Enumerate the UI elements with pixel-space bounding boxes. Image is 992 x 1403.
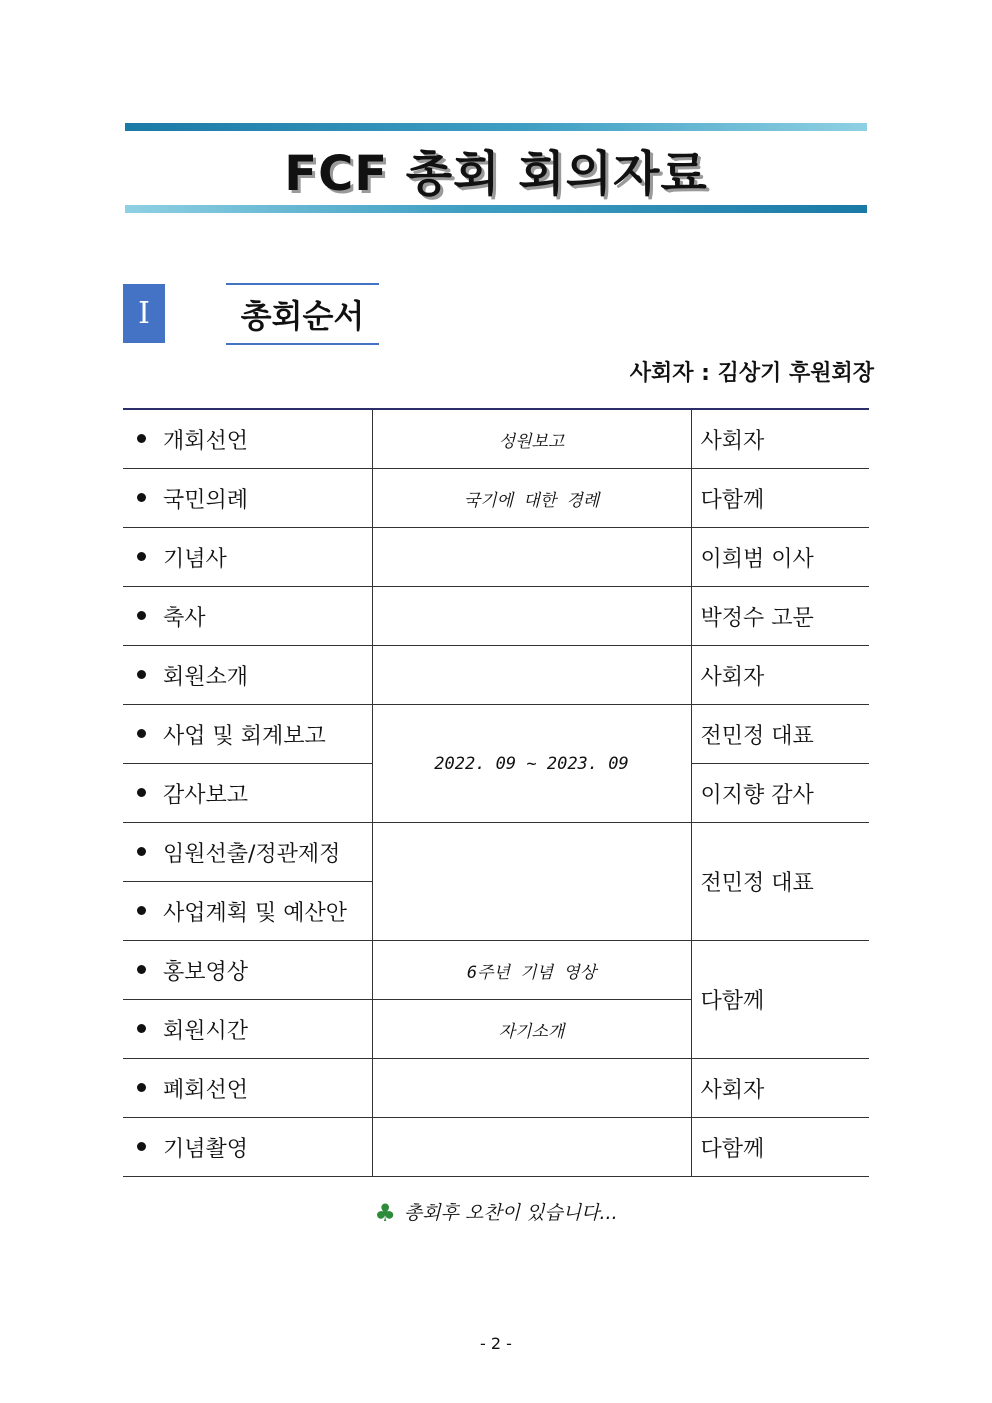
- agenda-person: 전민정 대표: [691, 705, 869, 764]
- agenda-detail: 2022. 09 ~ 2023. 09: [372, 705, 691, 823]
- agenda-item: 사업계획 및 예산안: [123, 882, 372, 941]
- agenda-person: 다함께: [691, 941, 869, 1059]
- agenda-person: 사회자: [691, 409, 869, 469]
- clover-icon: ♣: [374, 1199, 396, 1227]
- agenda-table: [123, 408, 869, 1177]
- agenda-detail: 성원보고: [372, 409, 691, 469]
- lunch-note: [0, 1198, 992, 1227]
- agenda-item: 기념사: [123, 528, 372, 587]
- agenda-detail: [372, 823, 691, 941]
- presenter-line: 사회자 : 김상기 후원회장: [629, 361, 874, 386]
- table-row: [123, 469, 869, 528]
- table-row: [123, 409, 869, 469]
- table-row: [123, 823, 869, 882]
- table-row: [123, 528, 869, 587]
- agenda-item: 홍보영상: [123, 941, 372, 1000]
- section-title: 총회순서: [226, 283, 379, 345]
- agenda-detail: 자기소개: [372, 1000, 691, 1059]
- page-number: - 2 -: [480, 1334, 512, 1353]
- agenda-item: 회원소개: [123, 646, 372, 705]
- agenda-detail: [372, 587, 691, 646]
- agenda-item: 개회선언: [123, 409, 372, 469]
- agenda-detail: [372, 1059, 691, 1118]
- table-row: [123, 1059, 869, 1118]
- agenda-person: 다함께: [691, 1118, 869, 1177]
- agenda-person: 다함께: [691, 469, 869, 528]
- agenda-person: 사회자: [691, 1059, 869, 1118]
- table-row: [123, 941, 869, 1000]
- agenda-person: 이지향 감사: [691, 764, 869, 823]
- table-row: [123, 1118, 869, 1177]
- agenda-person: 전민정 대표: [691, 823, 869, 941]
- title-bar-bottom: [125, 205, 867, 213]
- agenda-detail: 6주년 기념 영상: [372, 941, 691, 1000]
- agenda-item: 사업 및 회계보고: [123, 705, 372, 764]
- table-row: [123, 646, 869, 705]
- agenda-detail: 국기에 대한 경례: [372, 469, 691, 528]
- table-row: [123, 705, 869, 764]
- section-number: I: [123, 284, 165, 343]
- agenda-item: 축사: [123, 587, 372, 646]
- agenda-detail: [372, 528, 691, 587]
- agenda-item: 감사보고: [123, 764, 372, 823]
- agenda-item: 국민의례: [123, 469, 372, 528]
- agenda-person: 이희범 이사: [691, 528, 869, 587]
- agenda-person: 박정수 고문: [691, 587, 869, 646]
- agenda-detail: [372, 1118, 691, 1177]
- agenda-item: 폐회선언: [123, 1059, 372, 1118]
- document-title: FCF 총회 회의자료: [284, 145, 708, 202]
- agenda-person: 사회자: [691, 646, 869, 705]
- lunch-note-text: 총회후 오찬이 있습니다...: [403, 1202, 618, 1224]
- agenda-detail: [372, 646, 691, 705]
- agenda-item: 회원시간: [123, 1000, 372, 1059]
- table-row: [123, 587, 869, 646]
- agenda-item: 임원선출/정관제정: [123, 823, 372, 882]
- agenda-item: 기념촬영: [123, 1118, 372, 1177]
- title-bar-top: [125, 123, 867, 131]
